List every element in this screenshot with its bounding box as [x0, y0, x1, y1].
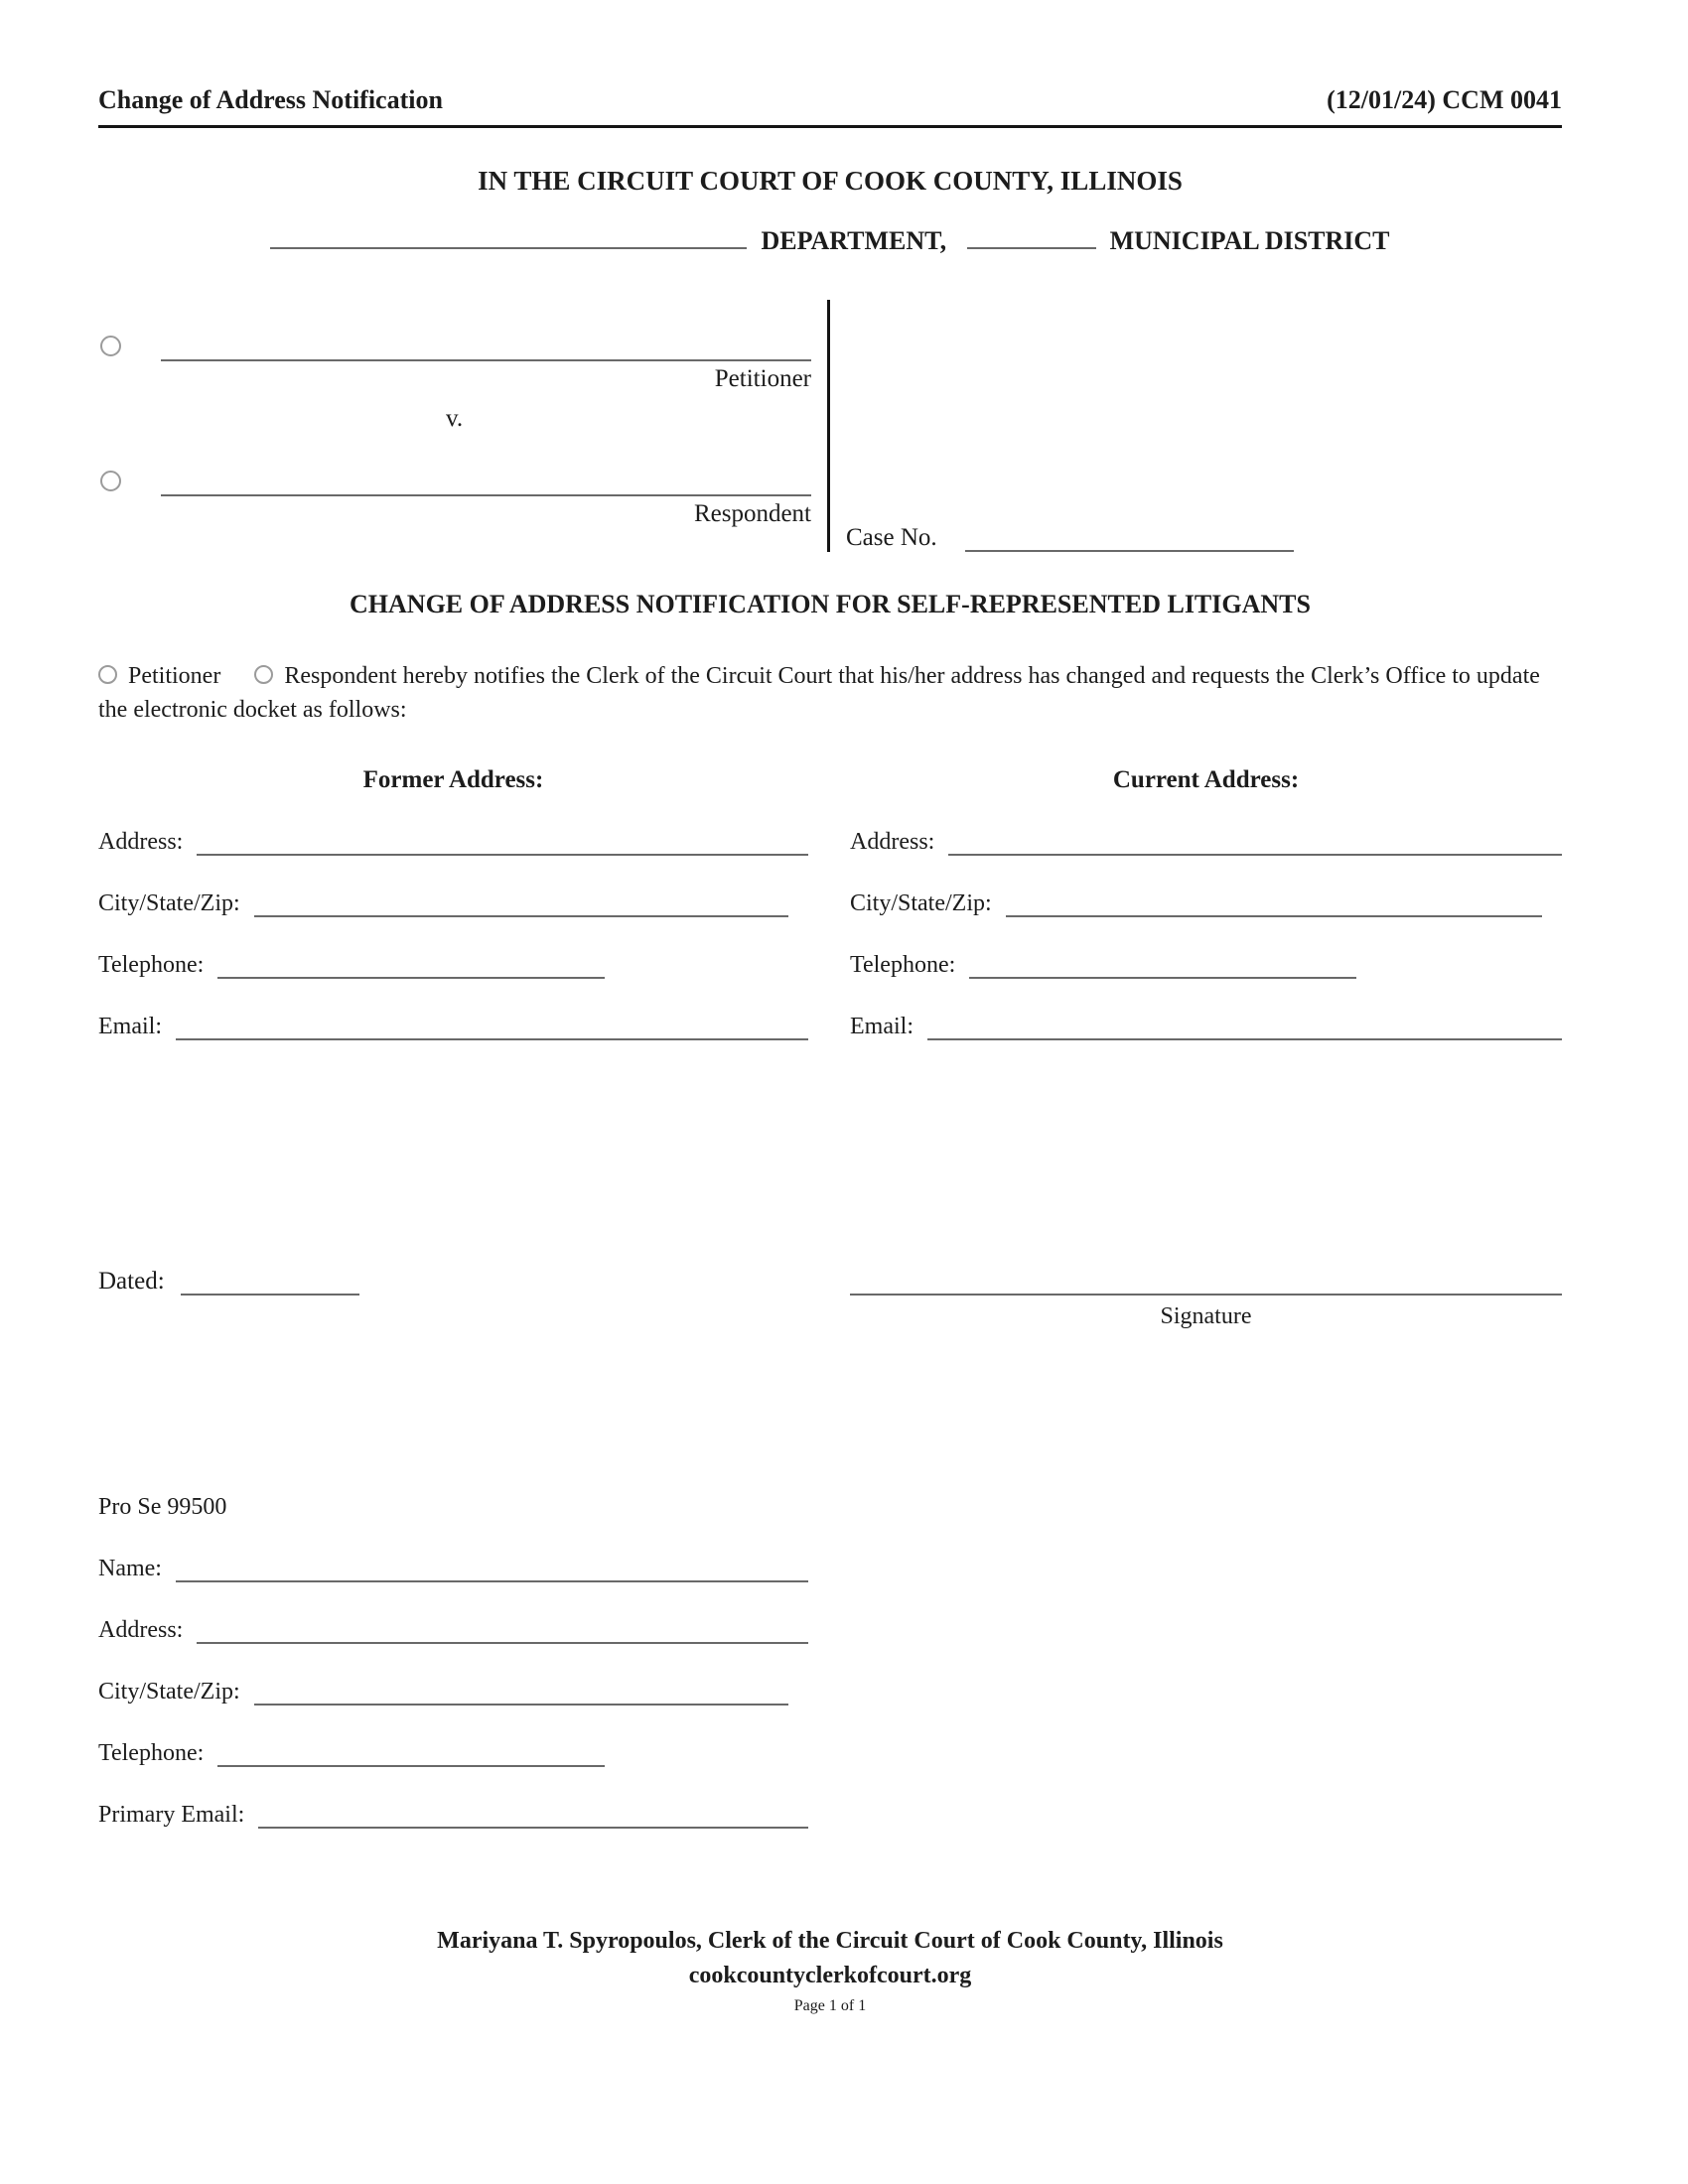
notice-petitioner-label: Petitioner [128, 663, 221, 689]
department-field[interactable] [270, 247, 747, 249]
former-email-row [98, 1009, 808, 1040]
signature-field[interactable] [850, 1264, 1562, 1296]
filer-name-field[interactable] [176, 1551, 808, 1582]
former-address-heading: Former Address: [362, 766, 544, 794]
petitioner-name-line[interactable] [161, 330, 811, 361]
municipal-district-field[interactable] [967, 247, 1096, 249]
caption-petitioner-radio[interactable] [100, 336, 121, 356]
current-city-row [850, 886, 1562, 917]
case-caption [98, 300, 1562, 552]
filer-email-label: Primary Email: [98, 1802, 245, 1829]
department-label: DEPARTMENT, [761, 226, 947, 255]
petitioner-row [98, 330, 811, 361]
former-city-field[interactable] [254, 886, 788, 917]
filer-name-row [98, 1551, 808, 1582]
clerk-name-line: Mariyana T. Spyropoulos, Clerk of the Circuit Court of Cook County, Illinois [437, 1928, 1223, 1955]
notice-respondent-label: Respondent [284, 663, 397, 689]
current-email-label: Email: [850, 1014, 914, 1040]
case-number-area [830, 300, 1562, 552]
former-email-field[interactable] [176, 1009, 808, 1040]
former-telephone-row [98, 947, 808, 979]
form-header-title: Change of Address Notification [98, 85, 443, 114]
pro-se-code: Pro Se 99500 [98, 1494, 227, 1521]
signature-block [850, 1264, 1562, 1330]
petitioner-label: Petitioner [714, 365, 811, 392]
signature-section [98, 1264, 1562, 1330]
form-number: (12/01/24) CCM 0041 [1327, 85, 1562, 114]
current-address-label: Address: [850, 829, 935, 856]
filer-address-label: Address: [98, 1617, 184, 1644]
municipal-district-label: MUNICIPAL DISTRICT [1109, 226, 1390, 255]
filer-email-field[interactable] [258, 1797, 808, 1829]
dated-label: Dated: [98, 1268, 165, 1296]
former-city-row [98, 886, 808, 917]
current-city-label: City/State/Zip: [850, 890, 992, 917]
caption-respondent-radio[interactable] [100, 471, 121, 491]
page-number: Page 1 of 1 [793, 1997, 867, 2015]
current-telephone-label: Telephone: [850, 952, 956, 979]
former-telephone-label: Telephone: [98, 952, 205, 979]
address-columns [98, 766, 1562, 1040]
filer-city-field[interactable] [254, 1674, 788, 1706]
versus-label: v. [446, 405, 464, 432]
filer-telephone-row [98, 1735, 808, 1767]
clerk-website: cookcountyclerkofcourt.org [688, 1963, 972, 1989]
former-address-row [98, 824, 808, 856]
former-address-field[interactable] [197, 824, 808, 856]
former-email-label: Email: [98, 1014, 162, 1040]
filer-address-field[interactable] [197, 1612, 808, 1644]
current-email-field[interactable] [927, 1009, 1562, 1040]
dated-field[interactable] [181, 1264, 359, 1296]
filer-block [98, 1551, 808, 1829]
current-address-field[interactable] [948, 824, 1562, 856]
current-address-column [850, 766, 1562, 1040]
form-title: CHANGE OF ADDRESS NOTIFICATION FOR SELF-REPRESENTED LITIGANTS [350, 590, 1311, 618]
signature-label: Signature [1160, 1303, 1252, 1330]
current-address-heading: Current Address: [1112, 766, 1300, 794]
current-telephone-row [850, 947, 1562, 979]
former-city-label: City/State/Zip: [98, 890, 240, 917]
current-city-field[interactable] [1006, 886, 1542, 917]
filer-city-row [98, 1674, 808, 1706]
form-header [98, 85, 1562, 128]
notice-body: hereby notifies the Clerk of the Circuit Court that his/her address has changed and requests the Clerk’s Office to update the electronic docket as follows: [98, 663, 1540, 724]
respondent-name-line[interactable] [161, 465, 811, 496]
respondent-label: Respondent [693, 500, 811, 527]
notice-paragraph [98, 659, 1562, 727]
court-title: IN THE CIRCUIT COURT OF COOK COUNTY, ILLINOIS [478, 166, 1183, 196]
filer-telephone-field[interactable] [217, 1735, 605, 1767]
notice-respondent-radio[interactable] [254, 665, 273, 684]
current-telephone-field[interactable] [969, 947, 1356, 979]
filer-name-label: Name: [98, 1556, 162, 1582]
current-address-row [850, 824, 1562, 856]
former-telephone-field[interactable] [217, 947, 605, 979]
dated-area [98, 1264, 359, 1296]
current-email-row [850, 1009, 1562, 1040]
case-no-label: Case No. [846, 524, 937, 551]
department-district-line [98, 226, 1562, 256]
filer-address-row [98, 1612, 808, 1644]
caption-parties [98, 300, 811, 552]
filer-email-row [98, 1797, 808, 1829]
filer-telephone-label: Telephone: [98, 1740, 205, 1767]
former-address-label: Address: [98, 829, 184, 856]
filer-city-label: City/State/Zip: [98, 1679, 240, 1706]
case-no-field[interactable] [965, 520, 1294, 552]
page-footer [98, 1928, 1562, 2015]
respondent-row [98, 465, 811, 496]
former-address-column [98, 766, 808, 1040]
notice-petitioner-radio[interactable] [98, 665, 117, 684]
